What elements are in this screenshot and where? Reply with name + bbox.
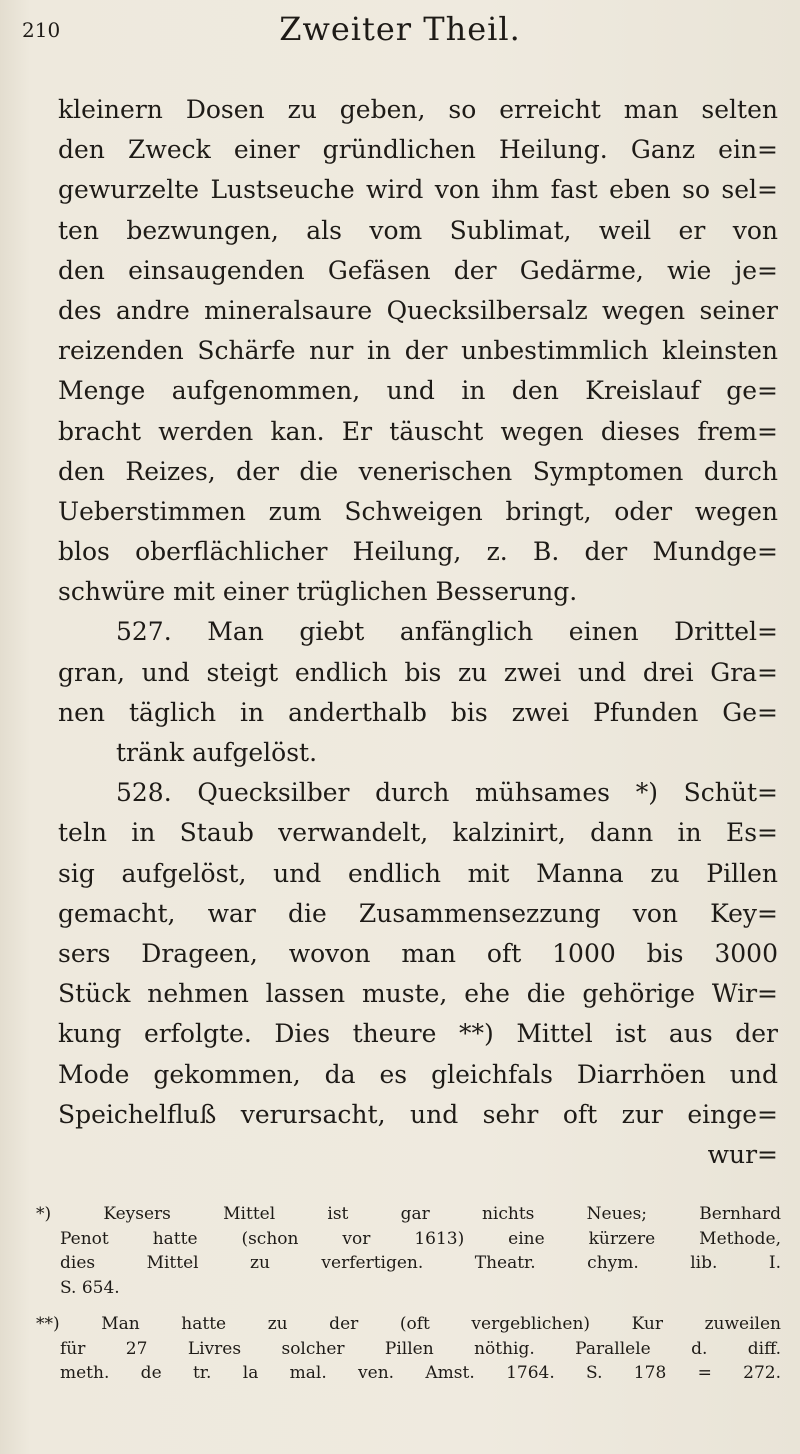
text-line: Ueberstimmen zum Schweigen bringt, oder wegen [58, 496, 778, 526]
text-line: des andre mineralsaure Quecksilbersalz wegen seiner [58, 295, 778, 325]
paragraph-527-start: 527. Man giebt anfänglich einen Drittel= [116, 617, 778, 647]
text-line: reizenden Schärfe nur in der unbestimmlich kleinsten [58, 336, 778, 366]
text-line: den Reizes, der die venerischen Symptomen durch [58, 456, 778, 486]
footnote-line: S. 654. [60, 1277, 120, 1298]
page-number: 210 [22, 18, 61, 42]
text-line: gemacht, war die Zusammensezzung von Key= [58, 898, 778, 928]
footnote-line: **) Man hatte zu der (oft vergeblichen) Kur zuweilen [36, 1314, 781, 1334]
catchword: wur= [707, 1139, 778, 1169]
text-line: blos oberflächlicher Heilung, z. B. der Mundge= [58, 537, 778, 567]
text-line: gran, und steigt endlich bis zu zwei und drei Gra= [58, 657, 778, 687]
footnote-line: dies Mittel zu verfertigen. Theatr. chym. lib. I. [60, 1253, 781, 1273]
text-line: Speichelfluß verursacht, und sehr oft zur einge= [58, 1099, 778, 1129]
text-line: sers Drageen, wovon man oft 1000 bis 3000 [58, 938, 778, 968]
footnote-line: meth. de tr. la mal. ven. Amst. 1764. S. 178 = 272. [60, 1363, 781, 1383]
text-line: sig aufgelöst, und endlich mit Manna zu Pillen [58, 858, 778, 888]
footnotes [36, 1202, 781, 1386]
text-line: nen täglich in anderthalb bis zwei Pfunden Ge= [58, 697, 778, 727]
text-line: den einsaugenden Gefäsen der Gedärme, wie je= [58, 255, 778, 285]
text-line: Stück nehmen lassen muste, ehe die gehörige Wir= [58, 979, 778, 1009]
text-line: den Zweck einer gründlichen Heilung. Ganz ein= [58, 135, 778, 165]
text-line: kung erfolgte. Dies theure **) Mittel ist aus der [58, 1019, 778, 1049]
text-line: gewurzelte Lustseuche wird von ihm fast eben so sel= [58, 175, 778, 205]
text-line: schwüre mit einer trüglichen Besserung. [58, 577, 578, 607]
running-head: Zweiter Theil. [279, 10, 521, 48]
footnote-line: *) Keysers Mittel ist gar nichts Neues; Bernhard [36, 1204, 781, 1224]
paragraph-528-start: 528. Quecksilber durch mühsames *) Schüt= [116, 778, 778, 808]
text-line: Mode gekommen, da es gleichfals Diarrhöen und [58, 1059, 778, 1089]
text-line: bracht werden kan. Er täuscht wegen dieses frem= [58, 416, 778, 446]
text-line: tränk aufgelöst. [116, 738, 318, 767]
footnote-line: Penot hatte (schon vor 1613) eine kürzere Methode, [60, 1228, 781, 1249]
text-line: ten bezwungen, als vom Sublimat, weil er von [58, 215, 778, 245]
footnote-line: für 27 Livres solcher Pillen nöthig. Parallele d. diff. [60, 1338, 781, 1359]
body-text [58, 90, 778, 1175]
text-line: teln in Staub verwandelt, kalzinirt, dann in Es= [58, 818, 778, 848]
text-line: Menge aufgenommen, und in den Kreislauf ge= [58, 376, 778, 406]
text-line: kleinern Dosen zu geben, so erreicht man selten [58, 95, 778, 124]
